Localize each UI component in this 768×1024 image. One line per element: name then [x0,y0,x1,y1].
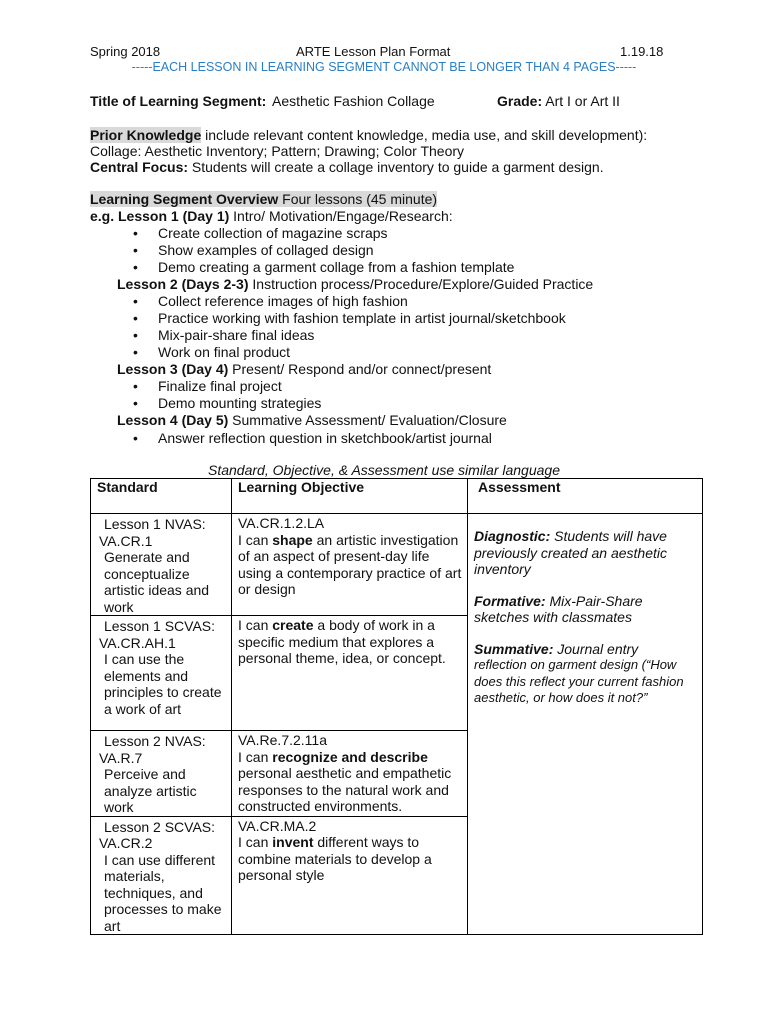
lesson-4-list [158,430,492,447]
lesson-2-heading: Lesson 2 (Days 2-3) Instruction process/Procedure/Explore/Guided Practice [117,276,594,292]
prior-knowledge-topics: Collage: Aesthetic Inventory; Pattern; Drawing; Color Theory [90,143,465,159]
column-header-assessment: Assessment [468,479,703,514]
list-item: • Demo mounting strategies [158,395,321,412]
header-semester: Spring 2018 [90,44,161,59]
list-item: • Practice working with fashion template in artist journal/sketchbook [158,310,566,327]
standard-cell: Lesson 1 SCVAS: VA.CR.AH.1 I can use the elements and principles to create a work of art [91,616,232,731]
grade-field: Grade: Art I or Art II [497,93,620,109]
standard-cell: Lesson 2 SCVAS: VA.CR.2 I can use different materials, techniques, and processes to make art [91,816,232,935]
page-limit-warning: -----EACH LESSON IN LEARNING SEGMENT CANNOT BE LONGER THAN 4 PAGES----- [131,60,637,74]
list-item: • Collect reference images of high fashion [158,293,566,310]
lesson-1-heading: e.g. Lesson 1 (Day 1) Intro/ Motivation/Engage/Research: [90,208,453,224]
lesson-1-list [158,225,514,276]
table-header-row [91,479,703,514]
segment-overview-heading: Learning Segment Overview Four lessons (45 minute) [90,191,438,207]
segment-title-label: Title of Learning Segment: [90,93,267,109]
table-row [91,514,703,616]
segment-title-value: Aesthetic Fashion Collage [272,93,435,109]
column-header-standard: Standard [91,479,232,514]
objective-cell: VA.CR.1.2.LA I can shape an artistic investigation of an aspect of present-day life using a contemporary practice of art or design [232,514,468,616]
list-item: • Show examples of collaged design [158,242,514,259]
list-item: • Create collection of magazine scraps [158,225,514,242]
lesson-4-heading: Lesson 4 (Day 5) Summative Assessment/ Evaluation/Closure [117,412,507,428]
list-item: • Work on final product [158,344,566,361]
central-focus: Central Focus: Students will create a collage inventory to guide a garment design. [90,159,604,175]
list-item: • Demo creating a garment collage from a fashion template [158,259,514,276]
standard-cell: Lesson 1 NVAS: VA.CR.1 Generate and conceptualize artistic ideas and work [91,514,232,616]
prior-knowledge: Prior Knowledge include relevant content knowledge, media use, and skill development): [90,127,648,143]
header-date: 1.19.18 [620,44,664,59]
lesson-2-list [158,293,566,361]
standard-cell: Lesson 2 NVAS: VA.R.7 Perceive and analyze artistic work [91,731,232,817]
table-caption: Standard, Objective, & Assessment use similar language [208,462,560,478]
list-item: • Finalize final project [158,378,321,395]
objective-cell: VA.Re.7.2.11a I can recognize and describe personal aesthetic and empathetic responses to the natural work and constructed environments. [232,731,468,817]
objective-cell: VA.CR.MA.2 I can invent different ways to combine materials to develop a personal style [232,816,468,935]
column-header-objective: Learning Objective [232,479,468,514]
assessment-cell: Diagnostic: Students will have previously created an aesthetic inventory Formative: Mix-Pair-Share sketches with classmates Summative: Journal entry reflection on garment design (“How does this reflect your current fashion aesthetic, or how does it not?” [468,514,703,935]
lesson-3-list [158,378,321,412]
list-item: • Answer reflection question in sketchbook/artist journal [158,430,492,447]
header-title: ARTE Lesson Plan Format [296,44,451,59]
standards-table [90,478,703,935]
list-item: • Mix-pair-share final ideas [158,327,566,344]
lesson-3-heading: Lesson 3 (Day 4) Present/ Respond and/or connect/present [117,361,492,377]
objective-cell: I can create a body of work in a specific medium that explores a personal theme, idea, or concept. [232,616,468,731]
